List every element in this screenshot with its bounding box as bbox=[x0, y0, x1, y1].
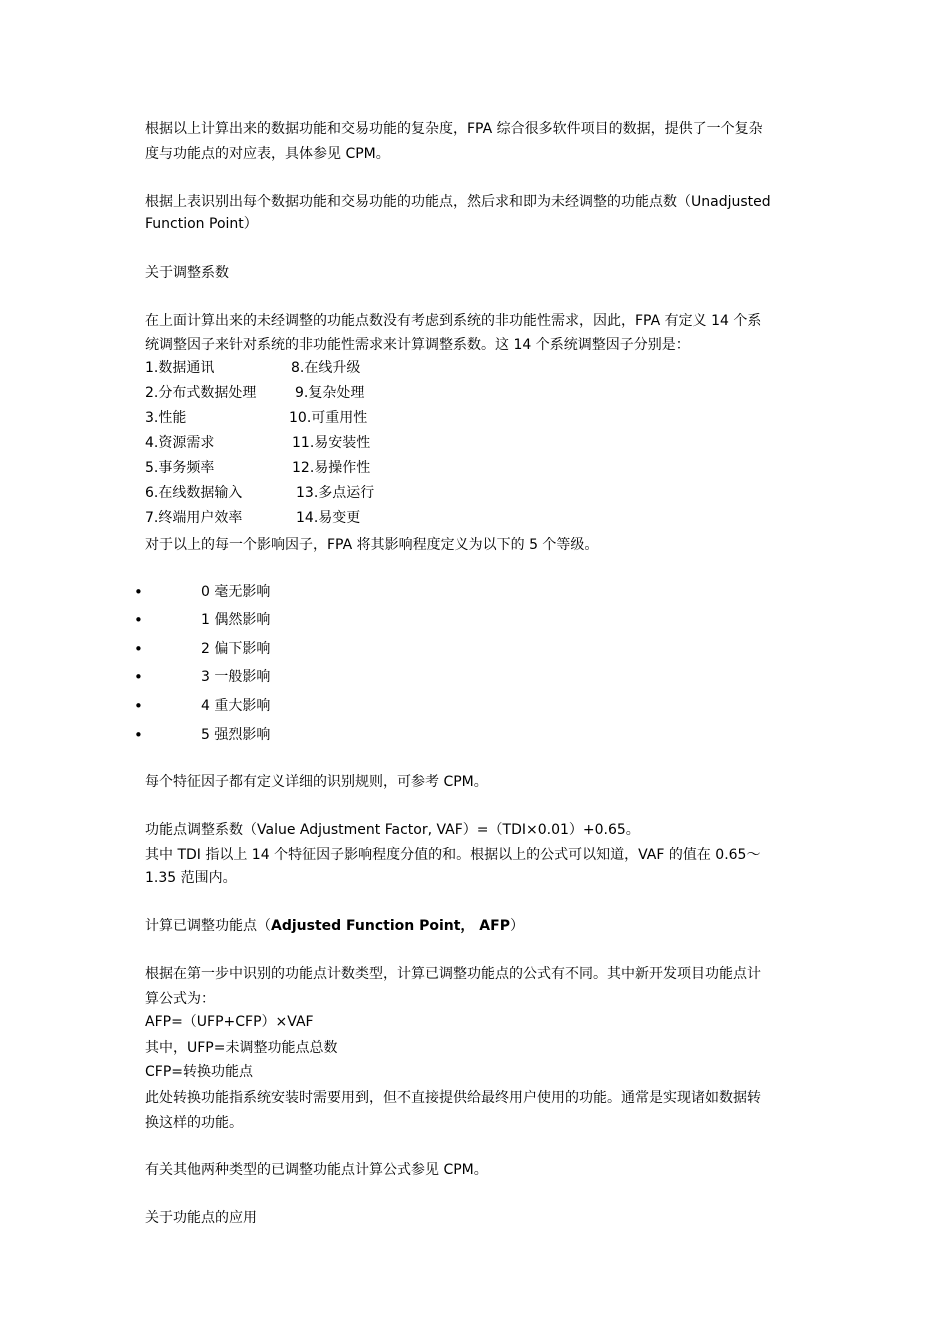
formula-line: 功能点调整系数（Value Adjustment Factor, VAF）=（TDI×0.01）+0.65。 bbox=[145, 822, 640, 838]
heading-suffix: ） bbox=[509, 918, 524, 934]
bullet-icon: • bbox=[134, 640, 143, 658]
factor-right: 14.易变更 bbox=[296, 510, 361, 526]
paragraph-line: 根据上表识别出每个数据功能和交易功能的功能点，然后求和即为未经调整的功能点数（Unadjusted bbox=[145, 194, 771, 210]
factor-left: 7.终端用户效率 bbox=[145, 510, 243, 526]
paragraph-line: Function Point） bbox=[145, 216, 258, 232]
factor-right: 8.在线升级 bbox=[291, 360, 361, 376]
paragraph-line: 1.35 范围内。 bbox=[145, 870, 237, 886]
heading-bold: Adjusted Function Point， AFP bbox=[271, 918, 510, 934]
factor-left: 2.分布式数据处理 bbox=[145, 385, 257, 401]
bullet-icon: • bbox=[134, 726, 143, 744]
paragraph-line: 其中 TDI 指以上 14 个特征因子影响程度分值的和。根据以上的公式可以知道，VAF 的值在 0.65～ bbox=[145, 847, 761, 863]
section-heading: 关于调整系数 bbox=[145, 265, 229, 281]
heading-prefix: 计算已调整功能点（ bbox=[145, 918, 271, 934]
paragraph-line: 对于以上的每一个影响因子，FPA 将其影响程度定义为以下的 5 个等级。 bbox=[145, 537, 599, 553]
section-heading: 关于功能点的应用 bbox=[145, 1210, 257, 1226]
list-item: 1 偶然影响 bbox=[201, 612, 271, 628]
list-item: 4 重大影响 bbox=[201, 698, 271, 714]
paragraph-line: 每个特征因子都有定义详细的识别规则，可参考 CPM。 bbox=[145, 774, 488, 790]
factor-left: 3.性能 bbox=[145, 410, 187, 426]
paragraph-line: 统调整因子来针对系统的非功能性需求来计算调整系数。这 14 个系统调整因子分别是： bbox=[145, 337, 690, 353]
factor-right: 10.可重用性 bbox=[289, 410, 368, 426]
factor-left: 1.数据通讯 bbox=[145, 360, 215, 376]
bullet-icon: • bbox=[134, 668, 143, 686]
bullet-icon: • bbox=[134, 611, 143, 629]
paragraph-line: 根据以上计算出来的数据功能和交易功能的复杂度，FPA 综合很多软件项目的数据，提供了一个复杂 bbox=[145, 121, 763, 137]
factor-left: 6.在线数据输入 bbox=[145, 485, 243, 501]
paragraph-line: 有关其他两种类型的已调整功能点计算公式参见 CPM。 bbox=[145, 1162, 488, 1178]
list-item: 0 毫无影响 bbox=[201, 584, 271, 600]
formula-line: AFP=（UFP+CFP）×VAF bbox=[145, 1014, 314, 1030]
factor-left: 5.事务频率 bbox=[145, 460, 215, 476]
bullet-icon: • bbox=[134, 583, 143, 601]
list-item: 2 偏下影响 bbox=[201, 641, 271, 657]
bullet-icon: • bbox=[134, 697, 143, 715]
paragraph-line: 换这样的功能。 bbox=[145, 1115, 243, 1131]
paragraph-line: 算公式为： bbox=[145, 991, 215, 1007]
factor-right: 12.易操作性 bbox=[292, 460, 371, 476]
factor-right: 9.复杂处理 bbox=[295, 385, 365, 401]
factor-left: 4.资源需求 bbox=[145, 435, 215, 451]
paragraph-line: 度与功能点的对应表，具体参见 CPM。 bbox=[145, 146, 390, 162]
list-item: 3 一般影响 bbox=[201, 669, 271, 685]
paragraph-line: CFP=转换功能点 bbox=[145, 1064, 254, 1080]
factor-right: 13.多点运行 bbox=[296, 485, 375, 501]
paragraph-line: 根据在第一步中识别的功能点计数类型，计算已调整功能点的公式有不同。其中新开发项目功能点计 bbox=[145, 966, 761, 982]
section-heading bbox=[145, 916, 524, 936]
paragraph-line: 此处转换功能指系统安装时需要用到，但不直接提供给最终用户使用的功能。通常是实现诸如数据转 bbox=[145, 1090, 761, 1106]
list-item: 5 强烈影响 bbox=[201, 727, 271, 743]
factor-right: 11.易安装性 bbox=[292, 435, 371, 451]
paragraph-line: 其中，UFP=未调整功能点总数 bbox=[145, 1040, 338, 1056]
paragraph-line: 在上面计算出来的未经调整的功能点数没有考虑到系统的非功能性需求，因此，FPA 有定义 14 个系 bbox=[145, 313, 762, 329]
